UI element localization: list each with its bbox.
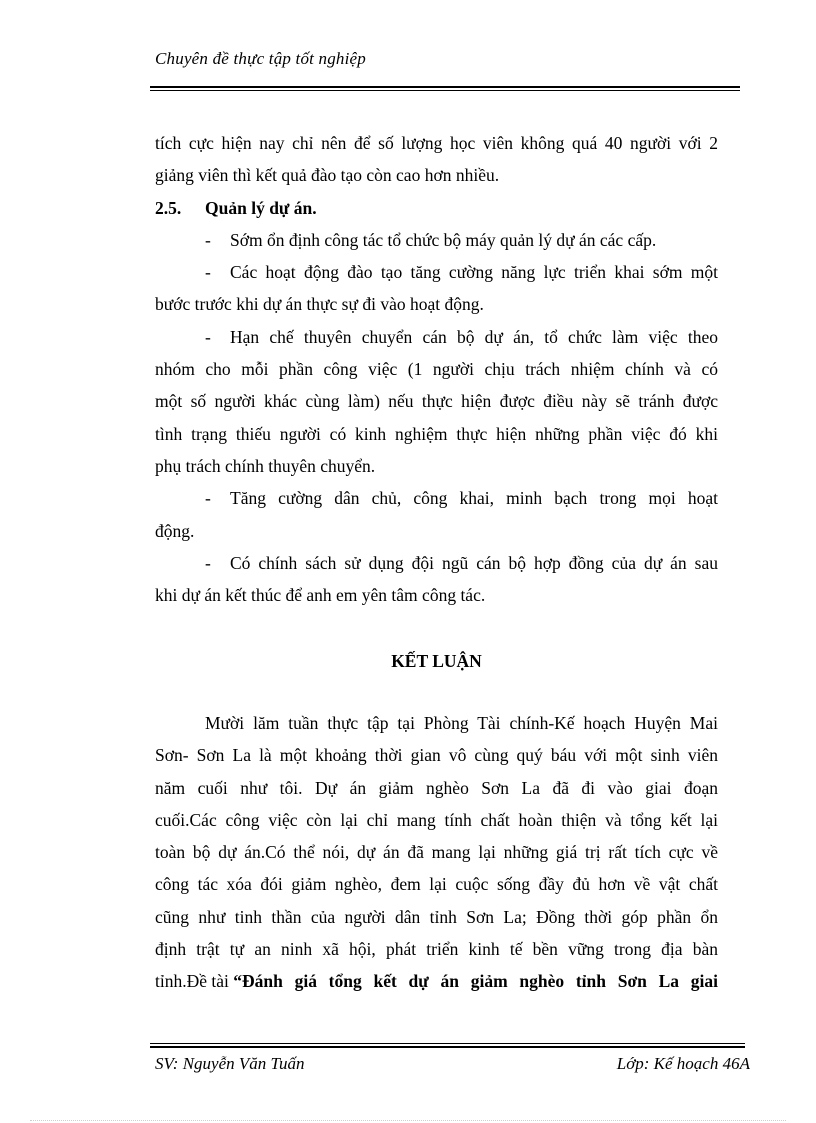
bullet-item [155,256,718,288]
text-line: khi dự án kết thúc để anh em yên tâm công tác. [155,585,486,606]
footer-rule-bottom [150,1046,745,1048]
text-line: toàn bộ dự án.Có thể nói, dự án đã mang lại những giá trị rất tích cực về [155,842,718,863]
conclusion-heading: KẾT LUẬN [391,651,482,671]
bullet-item [155,547,718,579]
bullet-item [155,224,718,256]
bullet-dash: - [205,552,211,573]
footer-class-name: Lớp: Kế hoạch 46A [616,1054,750,1073]
bullet-item [155,321,718,353]
bullet-dash: - [205,488,211,509]
text-line: phụ trách chính thuyên chuyển. [155,455,376,476]
bullet-dash: - [205,262,211,283]
bullet-text: Có chính sách sử dụng đội ngũ cán bộ hợp đồng của dự án sau [230,552,718,573]
page-header-title: Chuyên đề thực tập tốt nghiệp [155,49,367,68]
bullet-text: Hạn chế thuyên chuyển cán bộ dự án, tổ chức làm việc theo [230,326,718,347]
header-rule-top [150,86,740,88]
text-line: một số người khác cùng làm) nếu thực hiện được điều này sẽ tránh được [155,391,718,412]
text-line [155,965,718,997]
text-line: tích cực hiện nay chỉ nên để số lượng học viên không quá 40 người với 2 [155,133,718,153]
section-heading [155,192,718,224]
text-normal: tỉnh.Đề tài [155,971,234,992]
section-number: 2.5. [155,197,182,218]
text-line: động. [155,520,195,541]
bullet-text: Các hoạt động đào tạo tăng cường năng lực triển khai sớm một [230,262,718,283]
bullet-item [155,482,718,514]
text-line: nhóm cho mỗi phần công việc (1 người chịu trách nhiệm chính và có [155,359,718,380]
footer-student-name: SV: Nguyễn Văn Tuấn [155,1054,305,1073]
bullet-dash: - [205,229,211,250]
text-line: công tác xóa đói giảm nghèo, đem lại cuộc sống đầy đủ hơn về vật chất [155,874,718,895]
conclusion-text [155,707,718,998]
bullet-dash: - [205,326,211,347]
text-line: năm cuối như tôi. Dự án giảm nghèo Sơn La đã đi vào giai đoạn [155,777,718,798]
section-title: Quản lý dự án. [205,197,317,218]
header-rule-bottom [150,90,740,91]
text-line: giảng viên thì kết quả đào tạo còn cao hơn nhiều. [155,165,500,186]
bullet-text: Sớm ổn định công tác tổ chức bộ máy quản lý dự án các cấp. [230,229,657,250]
text-line: tình trạng thiếu người có kinh nghiệm thực hiện những phần việc đó khi [155,423,718,444]
text-line: cuối.Các công việc còn lại chỉ mang tính chất hoàn thiện và tổng kết lại [155,809,718,830]
text-bold-title: “Đánh giá tổng kết dự án giảm nghèo tỉnh Sơn La giai [233,971,718,992]
body-text [155,127,718,611]
text-line: Mười lăm tuần thực tập tại Phòng Tài chính-Kế hoạch Huyện Mai [205,713,718,733]
page-bottom-dotted-line [30,1120,786,1121]
bullet-text: Tăng cường dân chủ, công khai, minh bạch trong mọi hoạt [230,488,718,509]
text-line: định trật tự an ninh xã hội, phát triển kinh tế bền vững trong địa bàn [155,939,718,960]
text-line: Sơn- Sơn La là một khoảng thời gian vô cùng quý báu với một sinh viên [155,745,718,766]
text-line: cũng như tinh thần của người dân tỉnh Sơn La; Đồng thời góp phần ổn [155,906,718,927]
text-line: bước trước khi dự án thực sự đi vào hoạt động. [155,294,484,315]
footer-rule-top [150,1043,745,1044]
